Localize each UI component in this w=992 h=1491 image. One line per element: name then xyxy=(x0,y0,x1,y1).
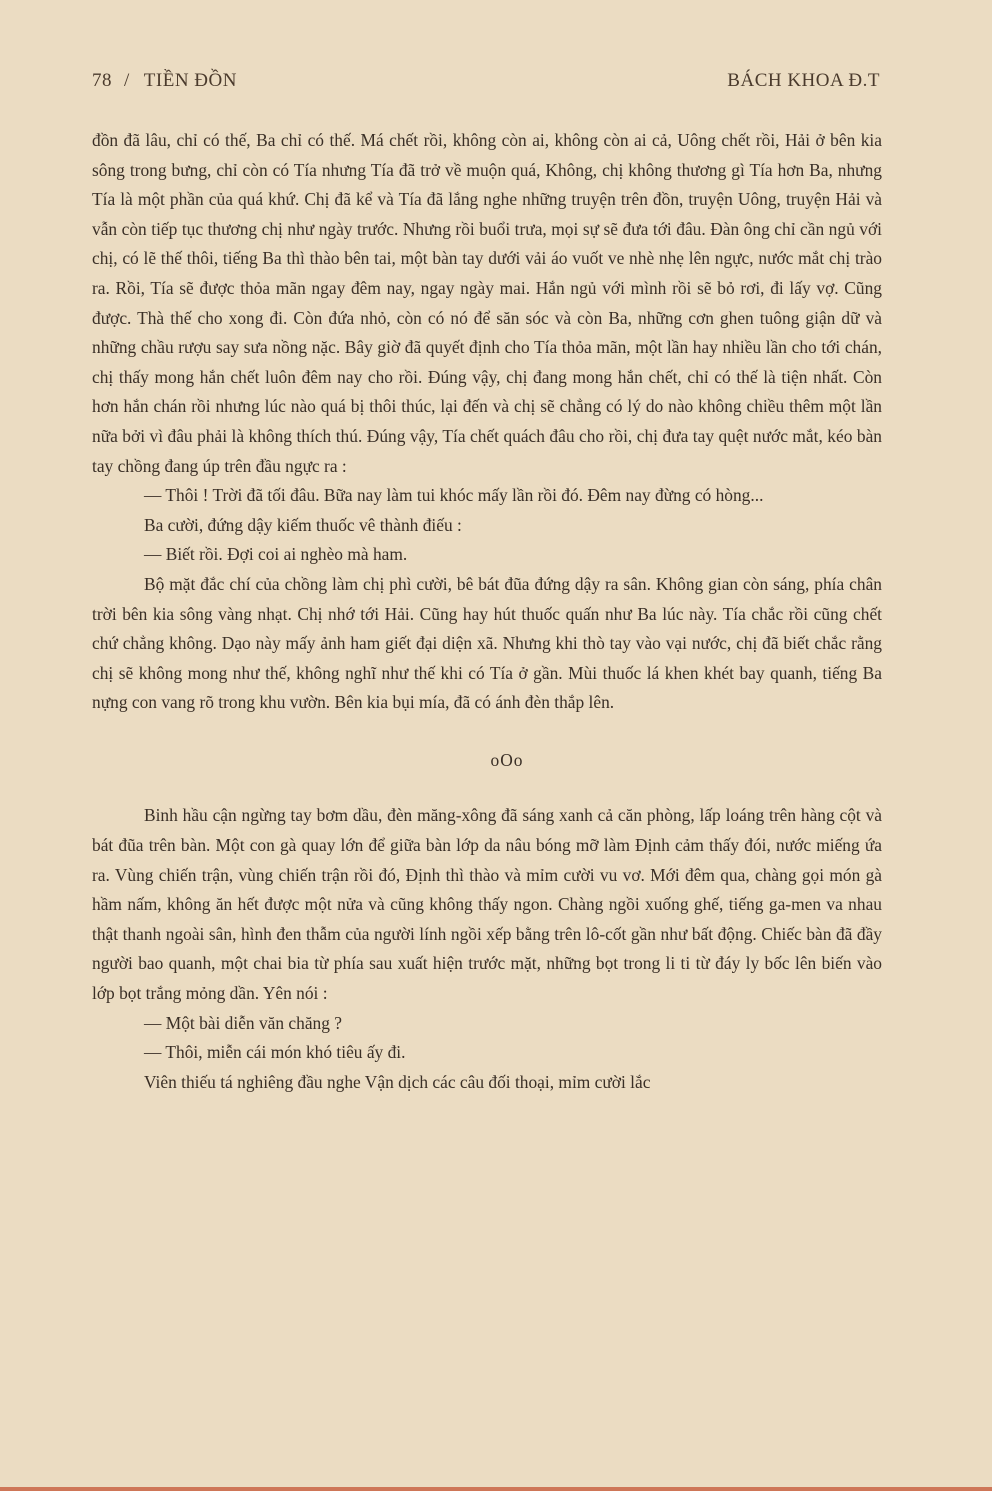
publication-title: BÁCH KHOA Đ.T xyxy=(727,70,880,91)
paragraph: Viên thiếu tá nghiêng đầu nghe Vận dịch các câu đối thoại, mỉm cười lắc xyxy=(144,1071,651,1092)
dialog-line: — Thôi, miễn cái món khó tiêu ấy đi. xyxy=(144,1042,406,1063)
page-body xyxy=(92,126,882,1097)
header-separator: / xyxy=(124,70,130,91)
header-left xyxy=(92,70,237,92)
dialog-line: — Biết rồi. Đợi coi ai nghèo mà ham. xyxy=(144,544,408,565)
section-divider: oOo xyxy=(490,749,524,770)
dialog-line: — Thôi ! Trời đã tối đâu. Bữa nay làm tui khóc mấy lần rồi đó. Đêm nay đừng có hòng... xyxy=(144,485,764,506)
dialog-line: — Một bài diễn văn chăng ? xyxy=(144,1012,343,1033)
paragraph: Ba cười, đứng dậy kiếm thuốc vê thành điếu : xyxy=(144,514,462,535)
paragraph: Binh hầu cận ngừng tay bơm dầu, đèn măng-xông đã sáng xanh cả căn phòng, lấp loáng trên hàng cột và bát đũa trên bàn. Một con gà quay lớn để giữa bàn lớp da nâu bóng mỡ làm Định cảm thấy đói, nước miếng ứa ra. Vùng chiến trận, vùng chiến trận rồi đó, Định thì thào và mỉm cười vu vơ. Mới đêm qua, chàng gọi món gà hầm nấm, không ăn hết được một nửa và cũng không thấy ngon. Chàng ngồi xuống ghế, tiếng ga-men va nhau thật thanh ngoài sân, hình đen thẫm của người lính ngồi xếp bằng trên lô-cốt gần như bất động. Chiếc bàn đã đầy người bao quanh, một chai bia từ phía sau xuất hiện trước mặt, những bọt trong li ti từ đáy ly bốc lên biến vào lớp bọt trắng mỏng dần. Yên nói : xyxy=(92,805,882,1004)
running-header xyxy=(92,70,880,100)
page-number: 78 xyxy=(92,70,112,91)
section-title: TIỀN ĐỒN xyxy=(143,70,237,91)
page-edge-stain xyxy=(0,1487,992,1491)
paragraph: đồn đã lâu, chỉ có thế, Ba chỉ có thế. Má chết rồi, không còn ai, không còn ai cả, Uông chết rồi, Hải ở bên kia sông trong bưng, chỉ còn có Tía nhưng Tía đã trở về muộn quá, Không, chị không thương gì Tía hơn Ba, nhưng Tía là một phần của quá khứ. Chị đã kể và Tía đã lắng nghe những truyện trên đồn, truyện Uông, truyện Hải và vẫn còn tiếp tục thương chị như ngày trước. Nhưng rồi buổi trưa, mọi sự sẽ đưa tới đâu. Đàn ông chỉ cần ngủ với chị, có lẽ thế thôi, tiếng Ba thì thào bên tai, một bàn tay dưới vải áo vuốt ve nhè nhẹ lên ngực, nước mắt chị trào ra. Rồi, Tía sẽ được thỏa mãn ngay đêm nay, ngay ngày mai. Hắn ngủ với mình rồi sẽ bỏ rơi, đi lấy vợ. Cũng được. Thà thế cho xong đi. Còn đứa nhỏ, còn có nó để săn sóc và còn Ba, những cơn ghen tuông giận dữ và những chầu rượu say sưa nồng nặc. Bây giờ đã quyết định cho Tía thỏa mãn, một lần hay nhiều lần cho tới chán, chị thấy mong hắn chết luôn đêm nay cho rồi. Đúng vậy, chị đang mong hắn chết, chỉ có thế là tiện nhất. Còn hơn hắn chán rồi nhưng lúc nào quá bị thôi thúc, lại đến và chị sẽ chẳng có lý do nào không chiều thêm một lần nữa bởi vì đâu phải là không thích thú. Đúng vậy, Tía chết quách đâu cho rồi, chị đưa tay quệt nước mắt, kéo bàn tay chồng đang úp trên đầu ngực ra : xyxy=(92,130,882,476)
paragraph: Bộ mặt đắc chí của chồng làm chị phì cười, bê bát đũa đứng dậy ra sân. Không gian còn sáng, phía chân trời bên kia sông vàng nhạt. Chị nhớ tới Hải. Cũng hay hút thuốc quấn như Ba lúc này. Tía chắc rồi cũng chết chứ chẳng không. Dạo này mấy ảnh ham giết đại diện xã. Nhưng khi thò tay vào vại nước, chị đã biết chắc rằng chị sẽ không mong như thế, không nghĩ như thế khi có Tía ở gần. Mùi thuốc lá khen khét bay quanh, tiếng Ba nựng con vang rõ trong khu vườn. Bên kia bụi mía, đã có ánh đèn thắp lên. xyxy=(92,573,882,713)
